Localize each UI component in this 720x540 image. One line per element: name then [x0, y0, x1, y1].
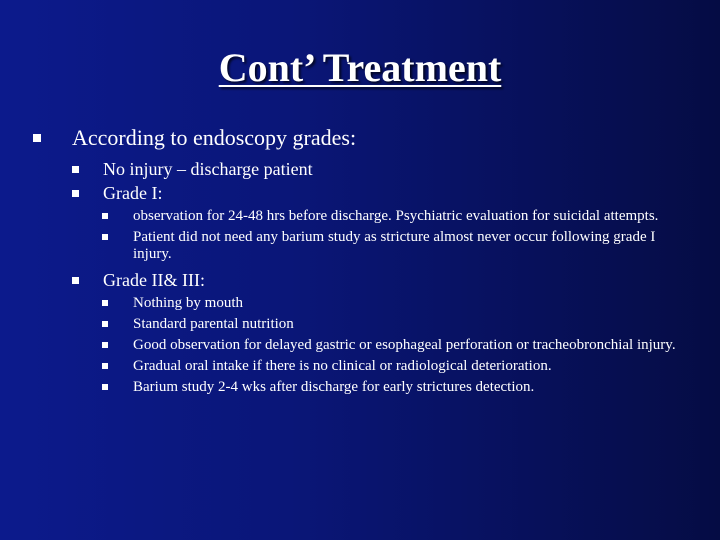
square-bullet-icon — [102, 342, 108, 348]
square-bullet-icon — [102, 213, 108, 219]
bullet-grade-23-nutrition — [102, 316, 692, 333]
square-bullet-icon — [102, 384, 108, 390]
bullet-endoscopy-grades — [32, 124, 692, 152]
square-bullet-icon — [102, 363, 108, 369]
square-bullet-icon — [102, 300, 108, 306]
bullet-grade-1-observation — [102, 208, 692, 225]
bullet-text: Patient did not need any barium study as stricture almost never occur following grade I injury. — [133, 229, 656, 262]
bullet-text: According to endoscopy grades: — [72, 125, 357, 150]
square-bullet-icon — [102, 321, 108, 327]
bullet-text: Nothing by mouth — [133, 295, 244, 311]
bullet-text: Grade I: — [103, 183, 163, 203]
bullet-text: Barium study 2-4 wks after discharge for early strictures detection. — [133, 379, 535, 395]
square-bullet-icon — [72, 277, 79, 284]
bullet-grade-23-npo — [102, 295, 692, 312]
bullet-text: Gradual oral intake if there is no clinical or radiological deterioration. — [133, 358, 552, 374]
bullet-grade-1-barium — [102, 229, 692, 263]
bullet-grade-23-observation — [102, 337, 692, 354]
square-bullet-icon — [72, 190, 79, 197]
slide-title: Cont’ Treatment — [218, 45, 502, 90]
bullet-grade-2-3 — [72, 269, 692, 291]
bullet-text: observation for 24-48 hrs before discharge. Psychiatric evaluation for suicidal attempts. — [133, 208, 659, 224]
bullet-no-injury — [72, 158, 692, 180]
bullet-text: Good observation for delayed gastric or esophageal perforation or tracheobronchial injury. — [133, 337, 676, 353]
bullet-text: No injury – discharge patient — [103, 159, 313, 179]
square-bullet-icon — [72, 166, 79, 173]
bullet-grade-23-barium — [102, 379, 692, 396]
bullet-grade-1 — [72, 182, 692, 204]
slide-content — [32, 124, 692, 396]
bullet-text: Grade II& III: — [103, 270, 205, 290]
bullet-grade-23-oral-intake — [102, 358, 692, 375]
square-bullet-icon — [102, 234, 108, 240]
bullet-text: Standard parental nutrition — [133, 316, 294, 332]
square-bullet-icon — [33, 134, 41, 142]
